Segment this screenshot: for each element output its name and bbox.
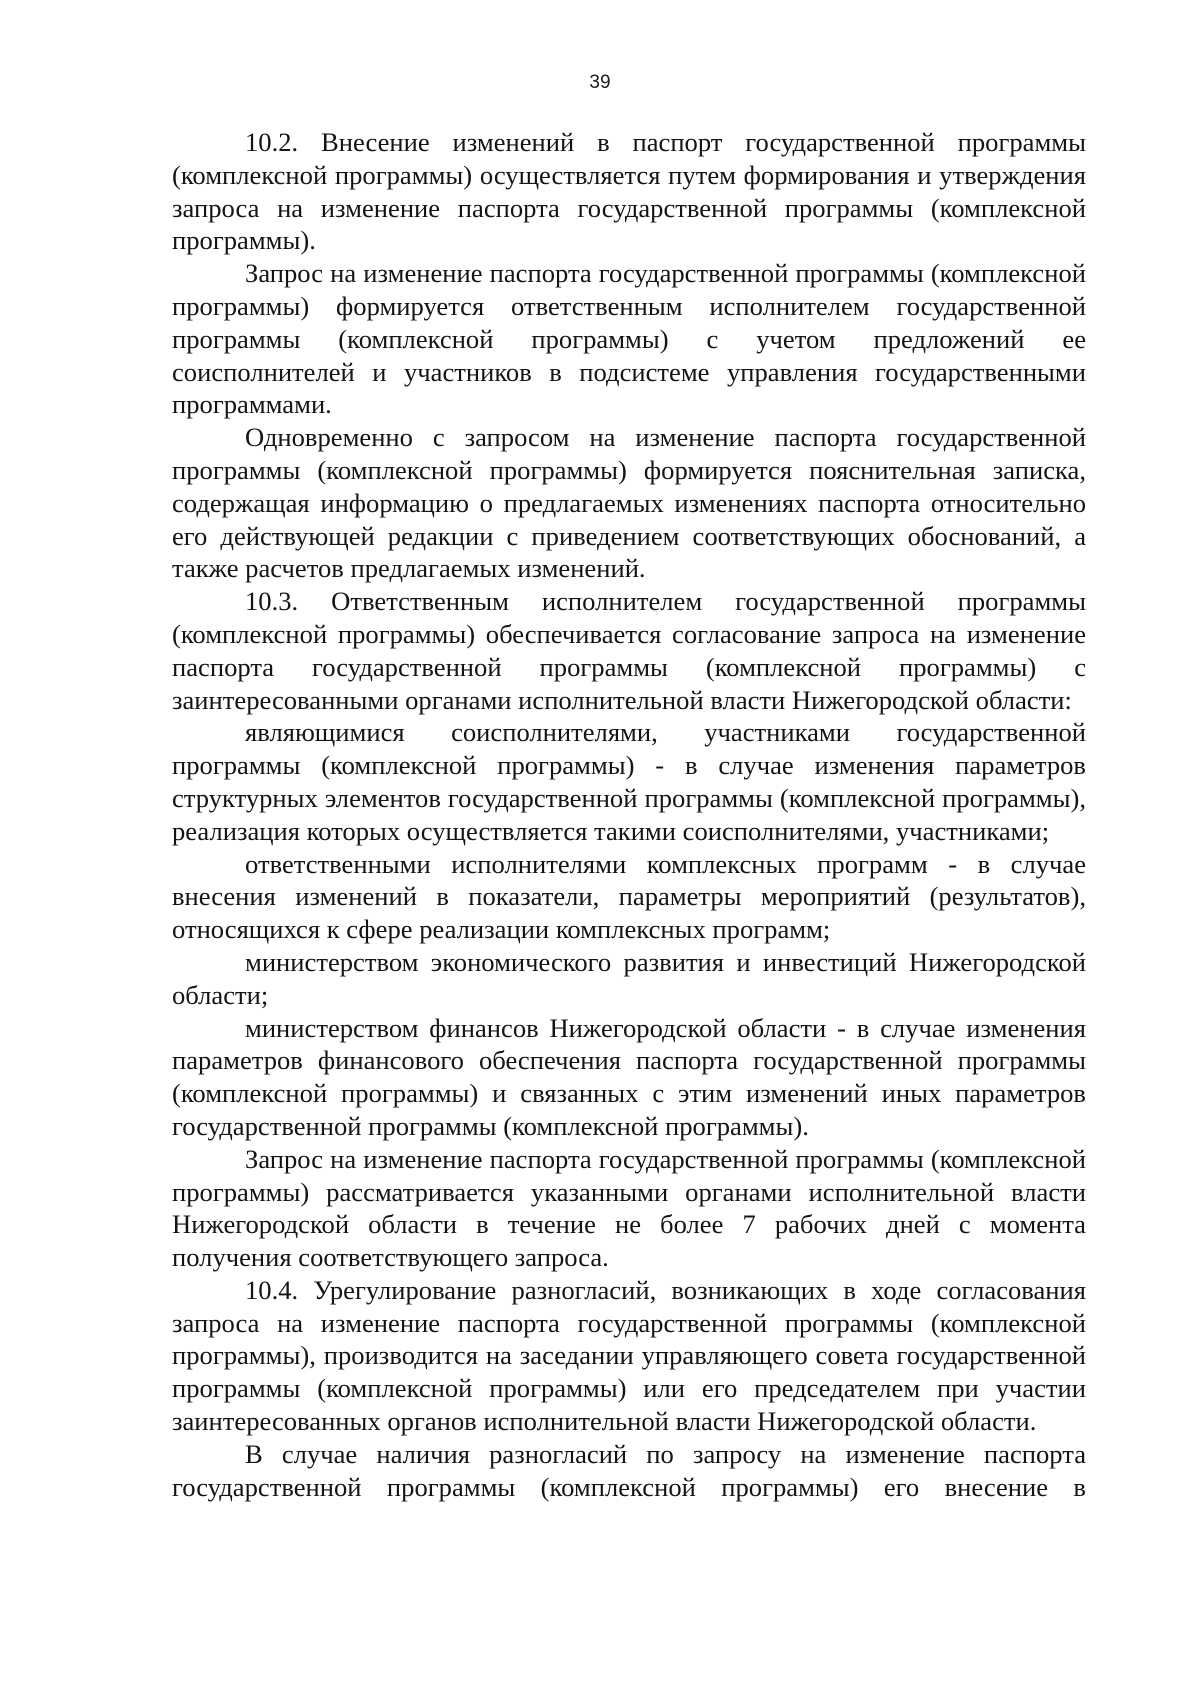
- paragraph-ministry-economy: министерством экономического развития и инвестиций Нижегородской области;: [172, 946, 1086, 1010]
- page-number: 39: [589, 72, 611, 93]
- paragraph-complex-program-executors: ответственными исполнителями комплексных программ - в случае внесения изменений в показатели, параметры мероприятий (результатов), относящихся к сфере реализации комплексных программ;: [172, 848, 1086, 945]
- paragraph-review-period: Запрос на изменение паспорта государственной программы (комплексной программы) рассматривается указанными органами исполнительной власти Нижегородской области в течение не более 7 рабочих дней с момента получения соответствующего запроса.: [172, 1143, 1086, 1273]
- paragraph-10-3: 10.3. Ответственным исполнителем государственной программы (комплексной программы) обеспечивается согласование запроса на изменение паспорта государственной программы (комплексной программы) с заинтересованными органами исполнительной власти Нижегородской области:: [172, 586, 1086, 715]
- paragraph-10-2: 10.2. Внесение изменений в паспорт государственной программы (комплексной программы) осуществляется путем формирования и утверждения запроса на изменение паспорта государственной программы (комплексной программы).: [172, 127, 1086, 256]
- paragraph-co-executors: являющимися соисполнителями, участниками государственной программы (комплексной программы) - в случае изменения параметров структурных элементов государственной программы (комплексной программы), реализация которых осуществляется такими соисполнителями, участниками;: [172, 717, 1086, 846]
- document-body: [172, 126, 1086, 1503]
- paragraph-disagreements: В случае наличия разногласий по запросу на изменение паспорта государственной программы (комплексной программы) его внесение в: [172, 1438, 1086, 1502]
- paragraph-explanatory-note: Одновременно с запросом на изменение паспорта государственной программы (комплексной программы) формируется пояснительная записка, содержащая информацию о предлагаемых изменениях паспорта относительно его действующей редакции с приведением соответствующих обоснований, а также расчетов предлагаемых изменений.: [172, 422, 1086, 584]
- paragraph-10-4: 10.4. Урегулирование разногласий, возникающих в ходе согласования запроса на изменение паспорта государственной программы (комплексной программы), производится на заседании управляющего совета государственной программы (комплексной программы) или его председателем при участии заинтересованных органов исполнительной власти Нижегородской области.: [172, 1274, 1086, 1437]
- paragraph-ministry-finance: министерством финансов Нижегородской области - в случае изменения параметров финансового обеспечения паспорта государственной программы (комплексной программы) и связанных с этим изменений иных параметров государственной программы (комплексной программы).: [172, 1012, 1086, 1141]
- paragraph-request-formation: Запрос на изменение паспорта государственной программы (комплексной программы) формируется ответственным исполнителем государственной программы (комплексной программы) с учетом предложений ее соисполнителей и участников в подсистеме управления государственными программами.: [172, 258, 1086, 420]
